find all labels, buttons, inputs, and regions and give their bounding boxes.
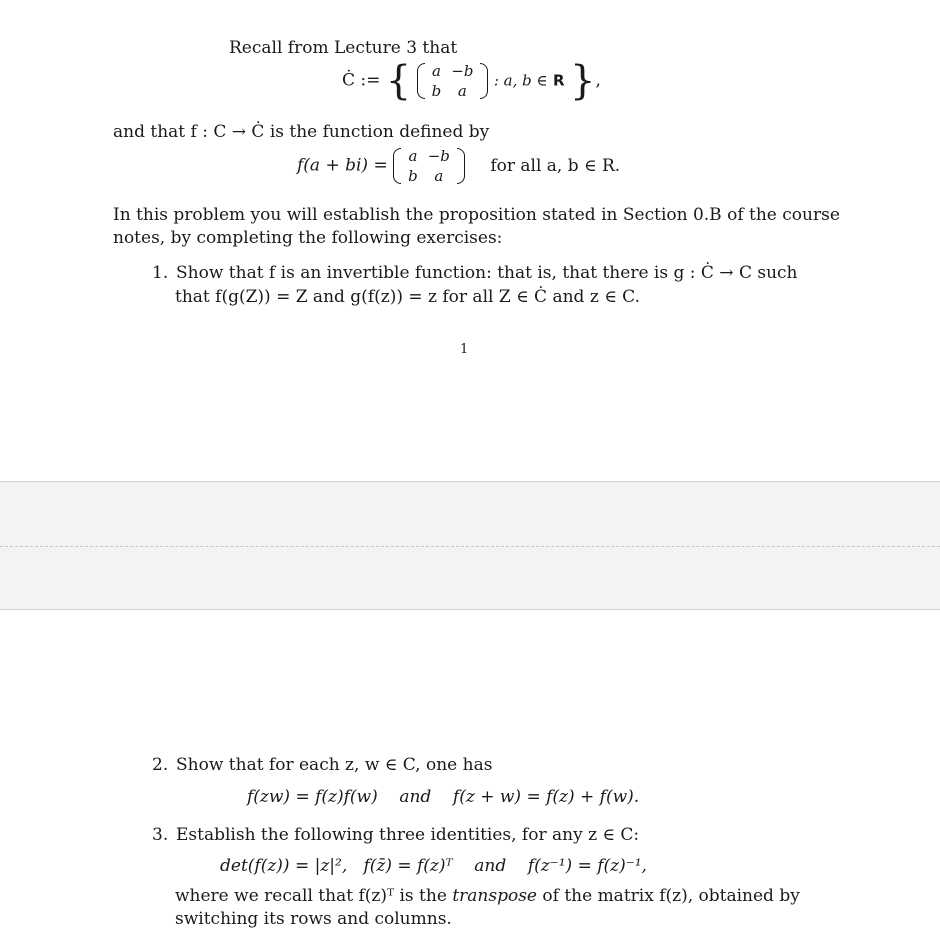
matrix-entry: b [408, 167, 418, 185]
function-condition: for all a, b ∈ R. [490, 155, 621, 176]
function-lhs: f(a + bi) = [297, 155, 388, 176]
exercise-2-line-1: Show that for each z, w ∈ C, one has [176, 755, 493, 775]
problem-text-line-1: In this problem you will establish the proposition stated in Section 0.B of the course [113, 205, 840, 225]
exercise-2-equation: f(zw) = f(z)f(w) and f(z + w) = f(z) + f(w). [247, 787, 640, 807]
function-intro: and that f : C → Ċ is the function defined by [113, 122, 490, 142]
page-break-line [0, 546, 940, 547]
matrix-entry: −b [451, 62, 474, 80]
set-field: R [553, 71, 565, 90]
function-definition [297, 146, 620, 186]
exercise-number: 3. [152, 825, 169, 845]
recall-line: Recall from Lecture 3 that [229, 38, 458, 58]
exercise-3-line-1: Establish the following three identities, for any z ∈ C: [176, 825, 640, 845]
exercise-3-line-3 [175, 886, 800, 906]
exercise-1-line-2: that f(g(Z)) = Z and g(f(z)) = z for all Z ∈ Ċ and z ∈ C. [175, 287, 640, 307]
set-condition: : a, b ∈ [493, 71, 548, 90]
matrix-entry: a [434, 167, 444, 185]
open-brace: { [385, 58, 412, 104]
set-lhs: Ċ := [342, 70, 381, 91]
exercise-3 [152, 825, 639, 845]
matrix-entry: −b [427, 147, 450, 165]
exercise-2 [152, 755, 492, 775]
page-number: 1 [460, 342, 469, 357]
exercise-3-line-4: switching its rows and columns. [175, 909, 452, 929]
set-definition [342, 58, 601, 104]
matrix-entry: a [408, 147, 418, 165]
exercise-3-equation: det(f(z)) = |z|², f(z̄) = f(z)ᵀ and f(z⁻¹) = f(z)⁻¹, [220, 856, 647, 876]
matrix-entry: a [457, 82, 467, 100]
matrix-entry: a [431, 62, 441, 80]
close-brace: } [570, 58, 596, 104]
exercise-1-line-1: Show that f is an invertible function: that is, that there is g : Ċ → C such [176, 263, 798, 283]
problem-text-line-2: notes, by completing the following exercises: [113, 228, 503, 248]
function-matrix [393, 146, 465, 186]
exercise-number: 2. [152, 755, 169, 775]
set-matrix [417, 61, 489, 101]
set-trail: , [595, 70, 601, 91]
exercise-3-line-3-b: of the matrix f(z), obtained by [536, 886, 800, 906]
exercise-1 [152, 263, 798, 283]
transpose-emphasis: transpose [452, 886, 537, 906]
exercise-number: 1. [152, 263, 169, 283]
exercise-3-line-3-a: where we recall that f(z)ᵀ is the [175, 886, 453, 906]
matrix-entry: b [431, 82, 442, 100]
